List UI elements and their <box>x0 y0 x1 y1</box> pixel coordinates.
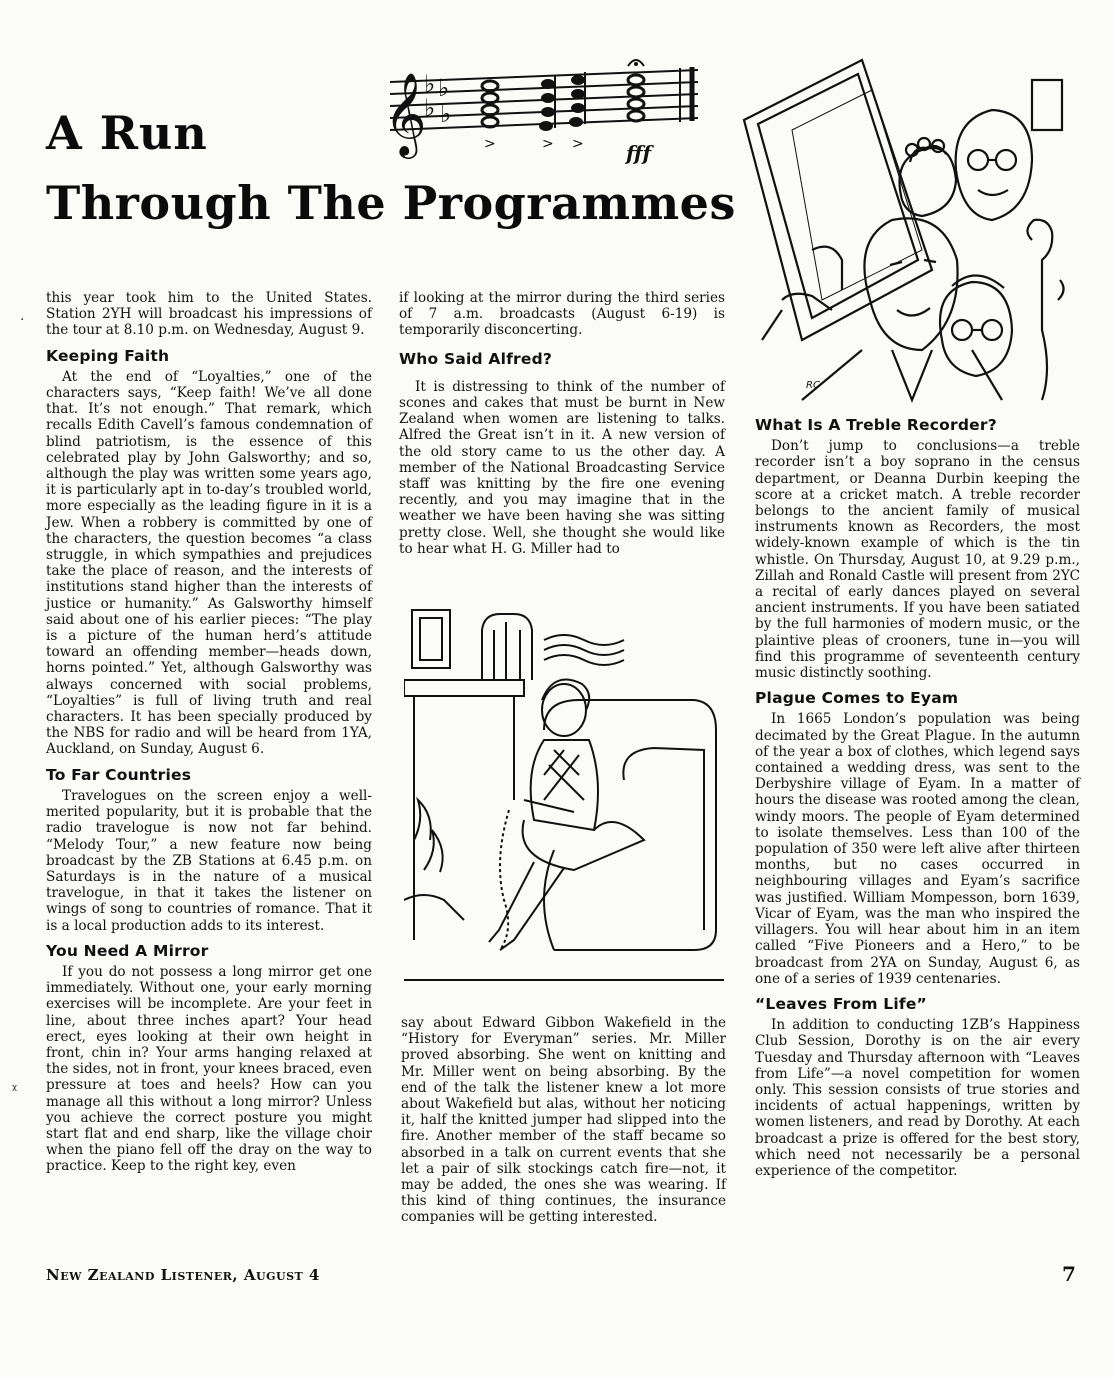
article-treble-recorder: Don’t jump to conclusions—a treble recorder isn’t a boy soprano in the census department, or Deanna Durbin keeping the score at a cricket match. A treble recorder belongs to the ancient family of musical instruments known as Recorders, the most widely-known example of which is the tin whistle. On Thursday, August 10, at 9.29 p.m., Zillah and Ronald Castle will present from 2YC a recital of early dances played on several ancient instruments. If you have been satiated by the full harmonies of modern music, or the plaintive pleas of crooners, tune in—you will find this programme of seventeenth century music distinctly soothing. <box>755 438 1080 682</box>
article-who-said-alfred: It is distressing to think of the number of scones and cakes that must be burnt in New Zealand when women are listening to talks. Alfred the Great isn’t in it. A new version of the old story came to us the other day. A member of the National Broadcasting Service staff was knitting by the fire one evening recently, and you may imagine that in the weather we have been having she was sitting pretty close. Well, she thought she would like to hear what H. G. Miller had to <box>399 378 725 557</box>
column-1 <box>46 290 372 1175</box>
heading-leaves-from-life: “Leaves From Life” <box>755 994 927 1013</box>
heading-to-far-countries: To Far Countries <box>46 765 192 784</box>
svg-text:♭: ♭ <box>438 74 450 102</box>
music-staff-illustration <box>380 52 710 164</box>
article-to-far-countries: Travelogues on the screen enjoy a well-merited popularity, but it is probable that the radio travelogue is now not far behind. “Melody Tour,” a new feature now being broadcast by the ZB Stations at 6.45 p.m. on Saturdays is in the nature of a musical travelogue, in that it takes the listener on wings of song to countries of romance. That it is a local production adds to its interest. <box>46 787 372 934</box>
column-2-bottom <box>401 1015 726 1226</box>
svg-text:𝄞: 𝄞 <box>384 71 427 155</box>
article-who-said-alfred-continued: say about Edward Gibbon Wakefield in the “History for Everyman” series. Mr. Miller proved absorbing. She went on knitting and Mr. Miller went on being absorbing. By the end of the talk the listener knew a lot more about Wakefield but alas, without her noticing it, half the knitted jumper had slipped into the fire. Another member of the staff became so absorbed in a talk on current events that she let a pair of silk stockings catch fire—not, it may be added, the ones she was wearing. If this kind of thing continues, the insurance companies will be getting interested. <box>401 1015 726 1226</box>
heading-you-need-a-mirror: You Need A Mirror <box>46 941 209 960</box>
svg-text:♭: ♭ <box>424 94 436 122</box>
column-2-top <box>399 290 725 557</box>
margin-mark: · <box>20 312 25 328</box>
article-leaves-from-life: In addition to conducting 1ZB’s Happiness Club Session, Dorothy is on the air every Tuesday and Thursday afternoon with “Leaves from Life”—a novel competition for women only. This session consists of true stories and incidents of actual happenings, written by women listeners, and read by Dorothy. At each broadcast a prize is offered for the best story, which need not necessarily be a personal experience of the competitor. <box>755 1017 1080 1179</box>
page-title-line-1: A Run <box>46 106 208 160</box>
page-title-line-2: Through The Programmes <box>46 176 736 230</box>
footer-publication-line: New Zealand Listener, August 4 <box>46 1266 320 1284</box>
dynamic-marking: fff <box>626 141 652 164</box>
svg-text:>: > <box>572 136 584 152</box>
heading-who-said-alfred: Who Said Alfred? <box>399 349 553 368</box>
heading-plague-comes-to-eyam: Plague Comes to Eyam <box>755 689 959 708</box>
heading-keeping-faith: Keeping Faith <box>46 346 170 365</box>
svg-text:♭: ♭ <box>440 100 452 128</box>
page-number: 7 <box>1062 1262 1076 1286</box>
article-plague-comes-to-eyam: In 1665 London’s population was being decimated by the Great Plague. In the autumn of the year a box of clothes, which legend says contained a wedding dress, was sent to the Derbyshire village of Eyam. In a matter of hours the disease was rooted among the clean, windy moors. The people of Eyam determined to isolate themselves. Less than 100 of the population of 350 were left alive after thirteen months, but no cases occurred in neighbouring villages and Eyam’s sacrifice was justified. William Mompesson, born 1639, Vicar of Eyam, was the man who inspired the villagers. You will hear about him in an item called “Five Pioneers and a Hero,” to be broadcast from 2YA on Sunday, August 6, as one of a series of 1939 centenaries. <box>755 711 1080 987</box>
woman-knitting-illustration <box>404 600 724 1000</box>
artist-initials: RC <box>806 380 820 391</box>
svg-text:♭: ♭ <box>424 70 436 98</box>
heading-treble-recorder: What Is A Treble Recorder? <box>755 416 997 434</box>
article-you-need-a-mirror: If you do not possess a long mirror get one immediately. Without one, your early morning exercises will be incomplete. Are your feet in line, about three inches apart? Your head erect, eyes looking at their own height in front, chin in? Your arms hanging relaxed at the sides, not in front, your knees braced, even pressure at toes and heels? How can you manage all this without a long mirror? Unless you achieve the correct posture you might start flat and end sharp, like the village choir when the piano fell off the dray on the way to practice. Keep to the right key, even <box>46 963 372 1175</box>
margin-mark: ᵡ <box>12 1082 18 1098</box>
performers-caricature-illustration <box>742 50 1094 405</box>
col2-intro: if looking at the mirror during the third series of 7 a.m. broadcasts (August 6-19) is temporarily disconcerting. <box>399 290 725 339</box>
column-3 <box>755 417 1080 1179</box>
svg-text:>: > <box>484 136 496 152</box>
col1-intro: this year took him to the United States. Station 2YH will broadcast his impressions of the tour at 8.10 p.m. on Wednesday, August 9. <box>46 290 372 339</box>
svg-text:>: > <box>542 136 554 152</box>
article-keeping-faith: At the end of “Loyalties,” one of the characters says, “Keep faith! We’ve all done that. It’s not enough.” That remark, which recalls Edith Cavell’s famous condemnation of blind patriotism, is the essence of this celebrated play by John Galsworthy; and so, although the play was written some years ago, it is particularly apt in to-day’s troubled world, more especially as the leading figure in it is a Jew. When a robbery is committed by one of the characters, the question becomes “a class struggle, in which sympathies and prejudices take the place of reason, and the interests of institutions stand higher than the interests of justice or humanity.” As Galsworthy himself said about one of his earlier pieces: “The play is a picture of the human herd’s attitude toward an offending member—heads down, horns pointed.” Yet, although Galsworthy was always concerned with social problems, “Loyalties” is full of living truth and real characters. It has been specially produced by the NBS for radio and will be heard from 1YA, Auckland, on Sunday, August 6. <box>46 368 372 758</box>
